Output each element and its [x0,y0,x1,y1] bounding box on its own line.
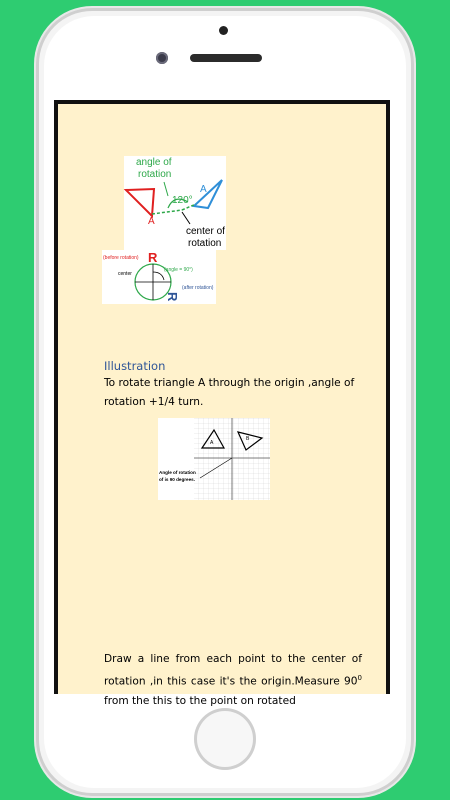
paragraph-instructions-tail: from the this to the point on rotated [104,694,296,707]
center-label-line1: center of [186,226,225,237]
before-rotation-label: (before rotation) [103,255,139,261]
center-label-line2: rotation [188,238,222,249]
rotated-triangle [194,180,222,208]
angle-value: 120° [172,195,193,206]
angle-label-line2: rotation [138,169,172,180]
letter-r-original: R [148,250,158,265]
paragraph-instructions-text: Draw a line from each point to the center of rotation ,in this case it's the origin.Measure 90 [104,653,362,688]
front-camera-icon [219,26,228,35]
section-heading: Illustration [104,359,166,373]
annotation-line1: Angle of rotation [159,470,196,475]
earpiece-speaker [190,54,262,62]
grid-rotation-diagram [158,418,270,500]
rotation-angle-diagram [124,156,226,250]
angle-label-line1: angle of [136,157,172,168]
paragraph-intro: To rotate triangle A through the origin ,angle of rotation +1/4 turn. [104,377,355,408]
proximity-sensor-icon [156,52,168,64]
screen [54,100,390,707]
rotation-r-diagram [102,250,216,304]
letter-r-rotated: R [165,292,180,302]
label-a: A [210,440,214,446]
home-button[interactable] [194,708,256,770]
label-b: B [246,436,250,442]
degree-superscript: 0 [357,674,362,682]
annotation-line2: of is 90 degrees. [159,477,196,482]
center-label: center [118,271,132,277]
original-triangle [126,189,154,216]
document-page[interactable] [58,104,386,707]
paragraph-instructions [104,650,362,711]
after-rotation-label: (after rotation) [182,285,214,291]
angle-label: (angle = 90°) [164,267,193,273]
triangle-label-right: A [200,184,207,195]
triangle-label-left: A [148,216,155,227]
